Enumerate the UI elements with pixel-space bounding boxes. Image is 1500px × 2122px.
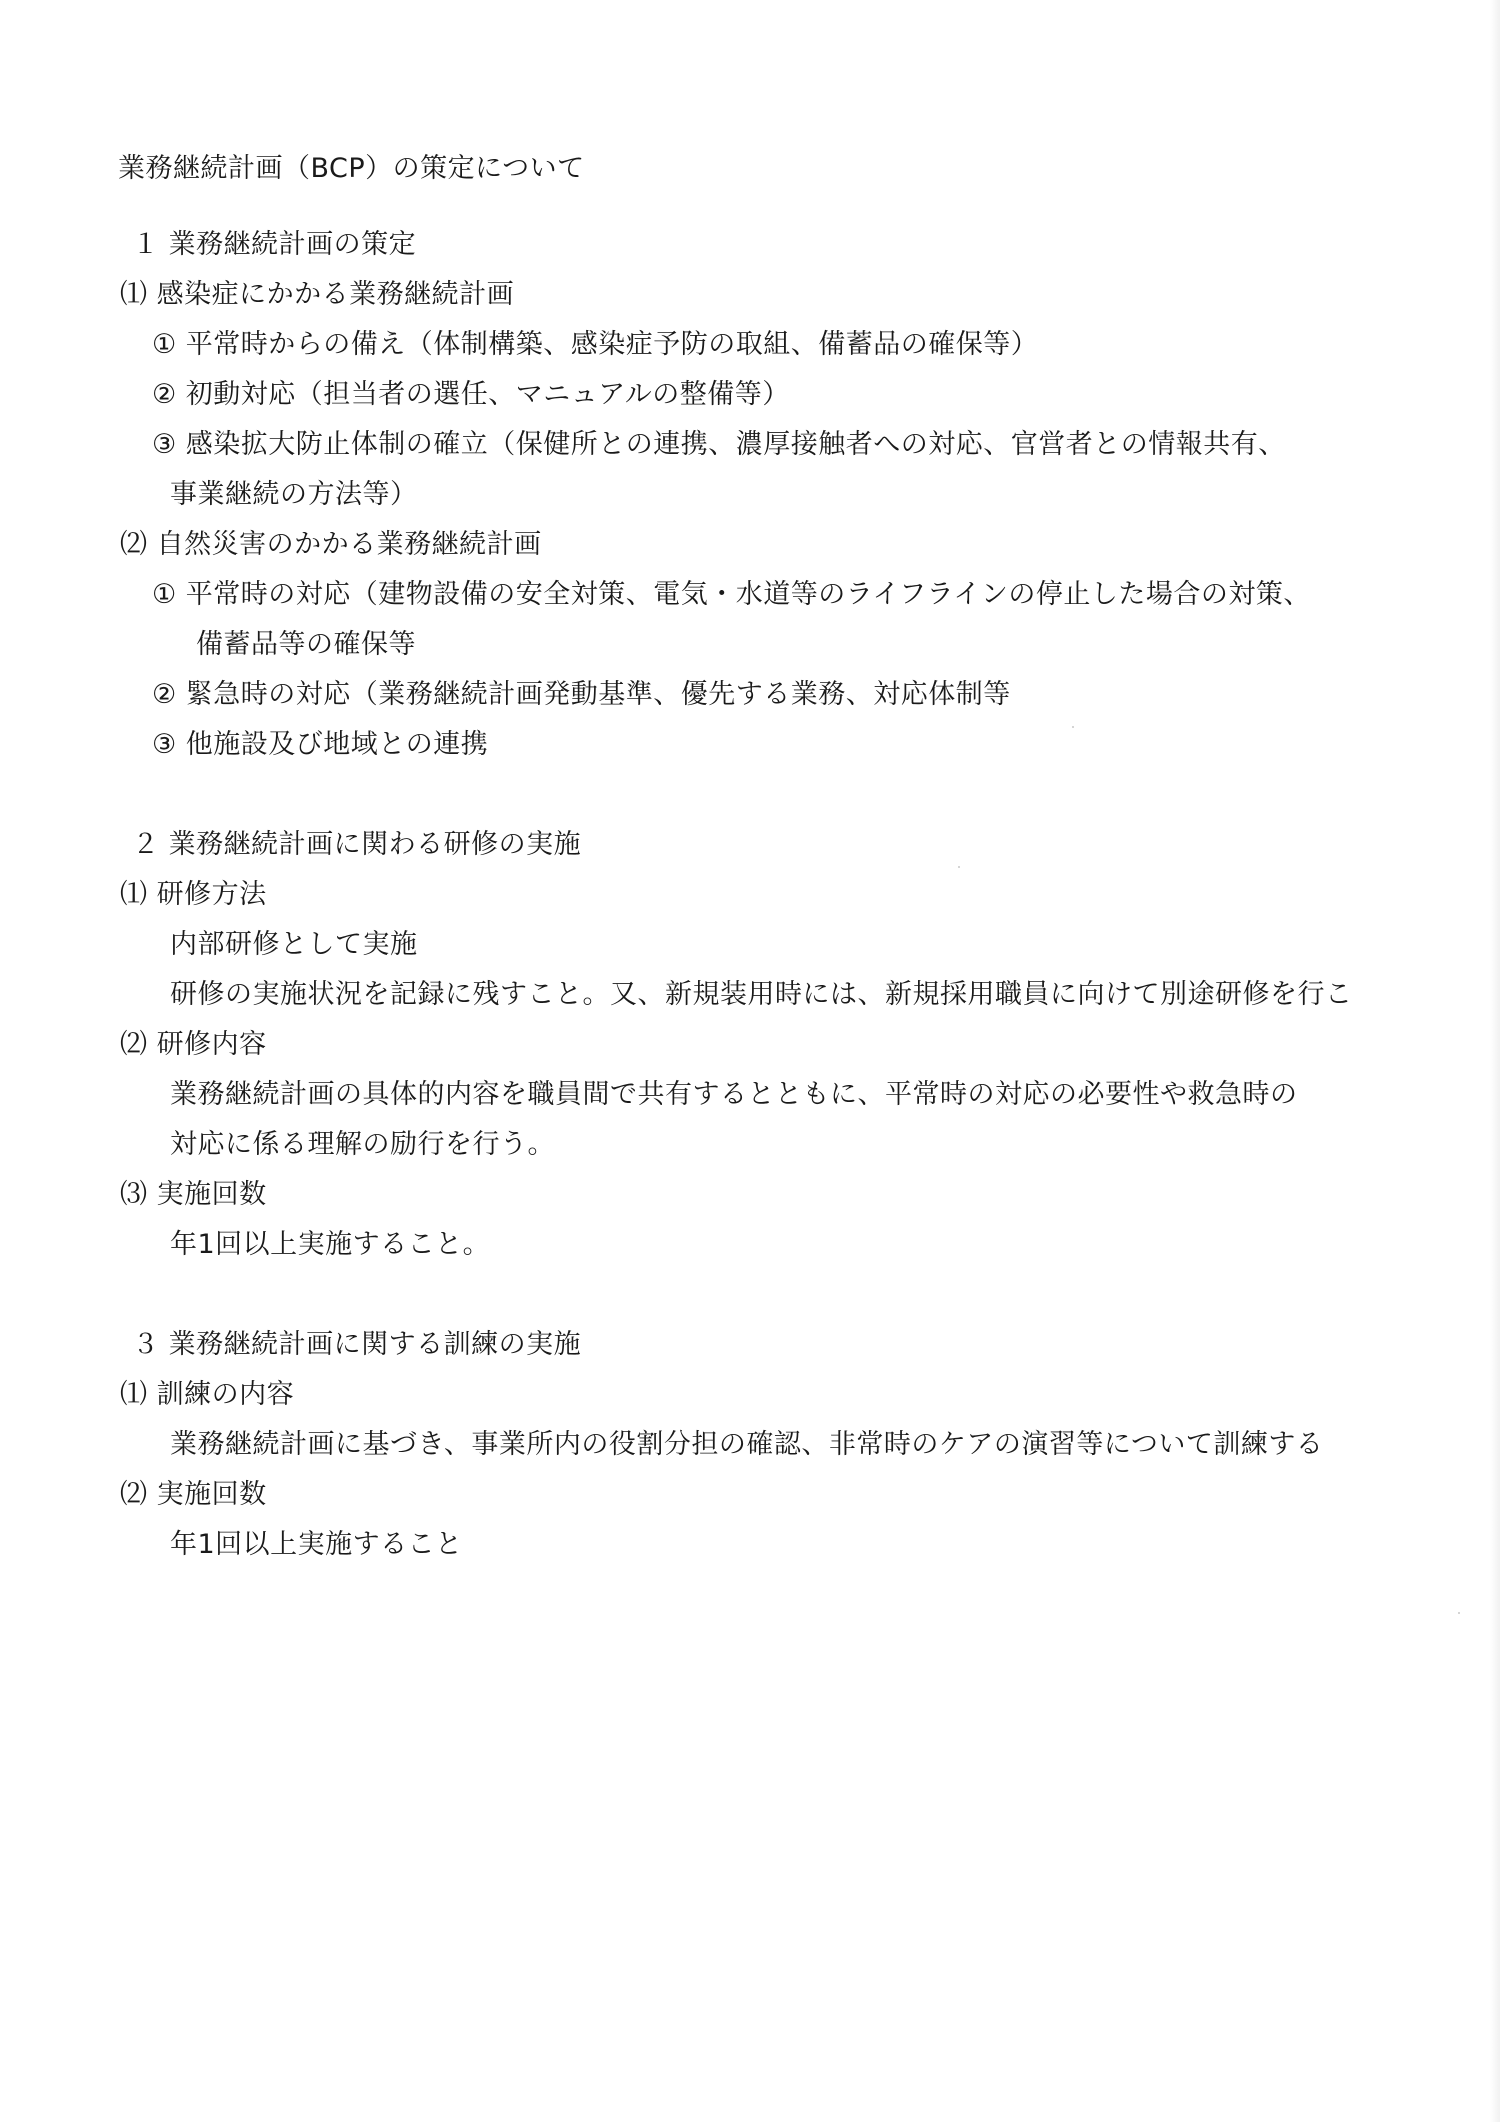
- scan-speck: [1072, 726, 1074, 728]
- scan-speck: [1458, 1612, 1460, 1614]
- section-1-2-item-1-line-1: ① 平常時の対応（建物設備の安全対策、電気・水道等のライフラインの停止した場合の対策、: [152, 579, 1311, 610]
- section-2-1-line-1: 内部研修として実施: [170, 929, 418, 960]
- section-1-1-item-3-line-1: ③ 感染拡大防止体制の確立（保健所との連携、濃厚接触者への対応、官営者との情報共有、: [152, 429, 1286, 460]
- scan-speck: [958, 866, 960, 868]
- section-1-2-item-2: ② 緊急時の対応（業務継続計画発動基準、優先する業務、対応体制等: [152, 679, 1011, 710]
- section-3-1-line-1: 業務継続計画に基づき、事業所内の役割分担の確認、非常時のケアの演習等について訓練する: [170, 1429, 1324, 1460]
- section-2-2-line-2: 対応に係る理解の励行を行う。: [170, 1129, 555, 1160]
- section-1-heading: １ 業務継続計画の策定: [132, 229, 417, 260]
- section-2-1-heading: ⑴ 研修方法: [120, 879, 267, 910]
- section-2-3-line-1: 年1回以上実施すること。: [170, 1229, 491, 1260]
- section-2-2-line-1: 業務継続計画の具体的内容を職員間で共有するとともに、平常時の対応の必要性や救急時の: [170, 1079, 1298, 1110]
- section-2-1-line-2: 研修の実施状況を記録に残すこと。又、新規装用時には、新規採用職員に向けて別途研修を行こ: [170, 979, 1353, 1010]
- document-title: 業務継続計画（BCP）の策定について: [118, 153, 585, 184]
- section-2-3-heading: ⑶ 実施回数: [120, 1179, 267, 1210]
- section-3-heading: ３ 業務継続計画に関する訓練の実施: [132, 1329, 582, 1360]
- section-1-1-item-2: ② 初動対応（担当者の選任、マニュアルの整備等）: [152, 379, 790, 410]
- section-1-2-item-1-line-2: 備蓄品等の確保等: [196, 629, 416, 660]
- section-1-1-item-1: ① 平常時からの備え（体制構築、感染症予防の取組、備蓄品の確保等）: [152, 329, 1039, 360]
- section-3-1-heading: ⑴ 訓練の内容: [120, 1379, 295, 1410]
- scan-edge-shadow: [1490, 0, 1500, 2122]
- section-3-2-heading: ⑵ 実施回数: [120, 1479, 267, 1510]
- section-2-2-heading: ⑵ 研修内容: [120, 1029, 267, 1060]
- section-1-2-item-3: ③ 他施設及び地域との連携: [152, 729, 489, 760]
- section-2-heading: ２ 業務継続計画に関わる研修の実施: [132, 829, 582, 860]
- section-1-1-item-3-line-2: 事業継続の方法等）: [170, 479, 418, 510]
- section-1-2-heading: ⑵ 自然災害のかかる業務継続計画: [120, 529, 542, 560]
- section-1-1-heading: ⑴ 感染症にかかる業務継続計画: [120, 279, 515, 310]
- section-3-2-line-1: 年1回以上実施すること: [170, 1529, 463, 1560]
